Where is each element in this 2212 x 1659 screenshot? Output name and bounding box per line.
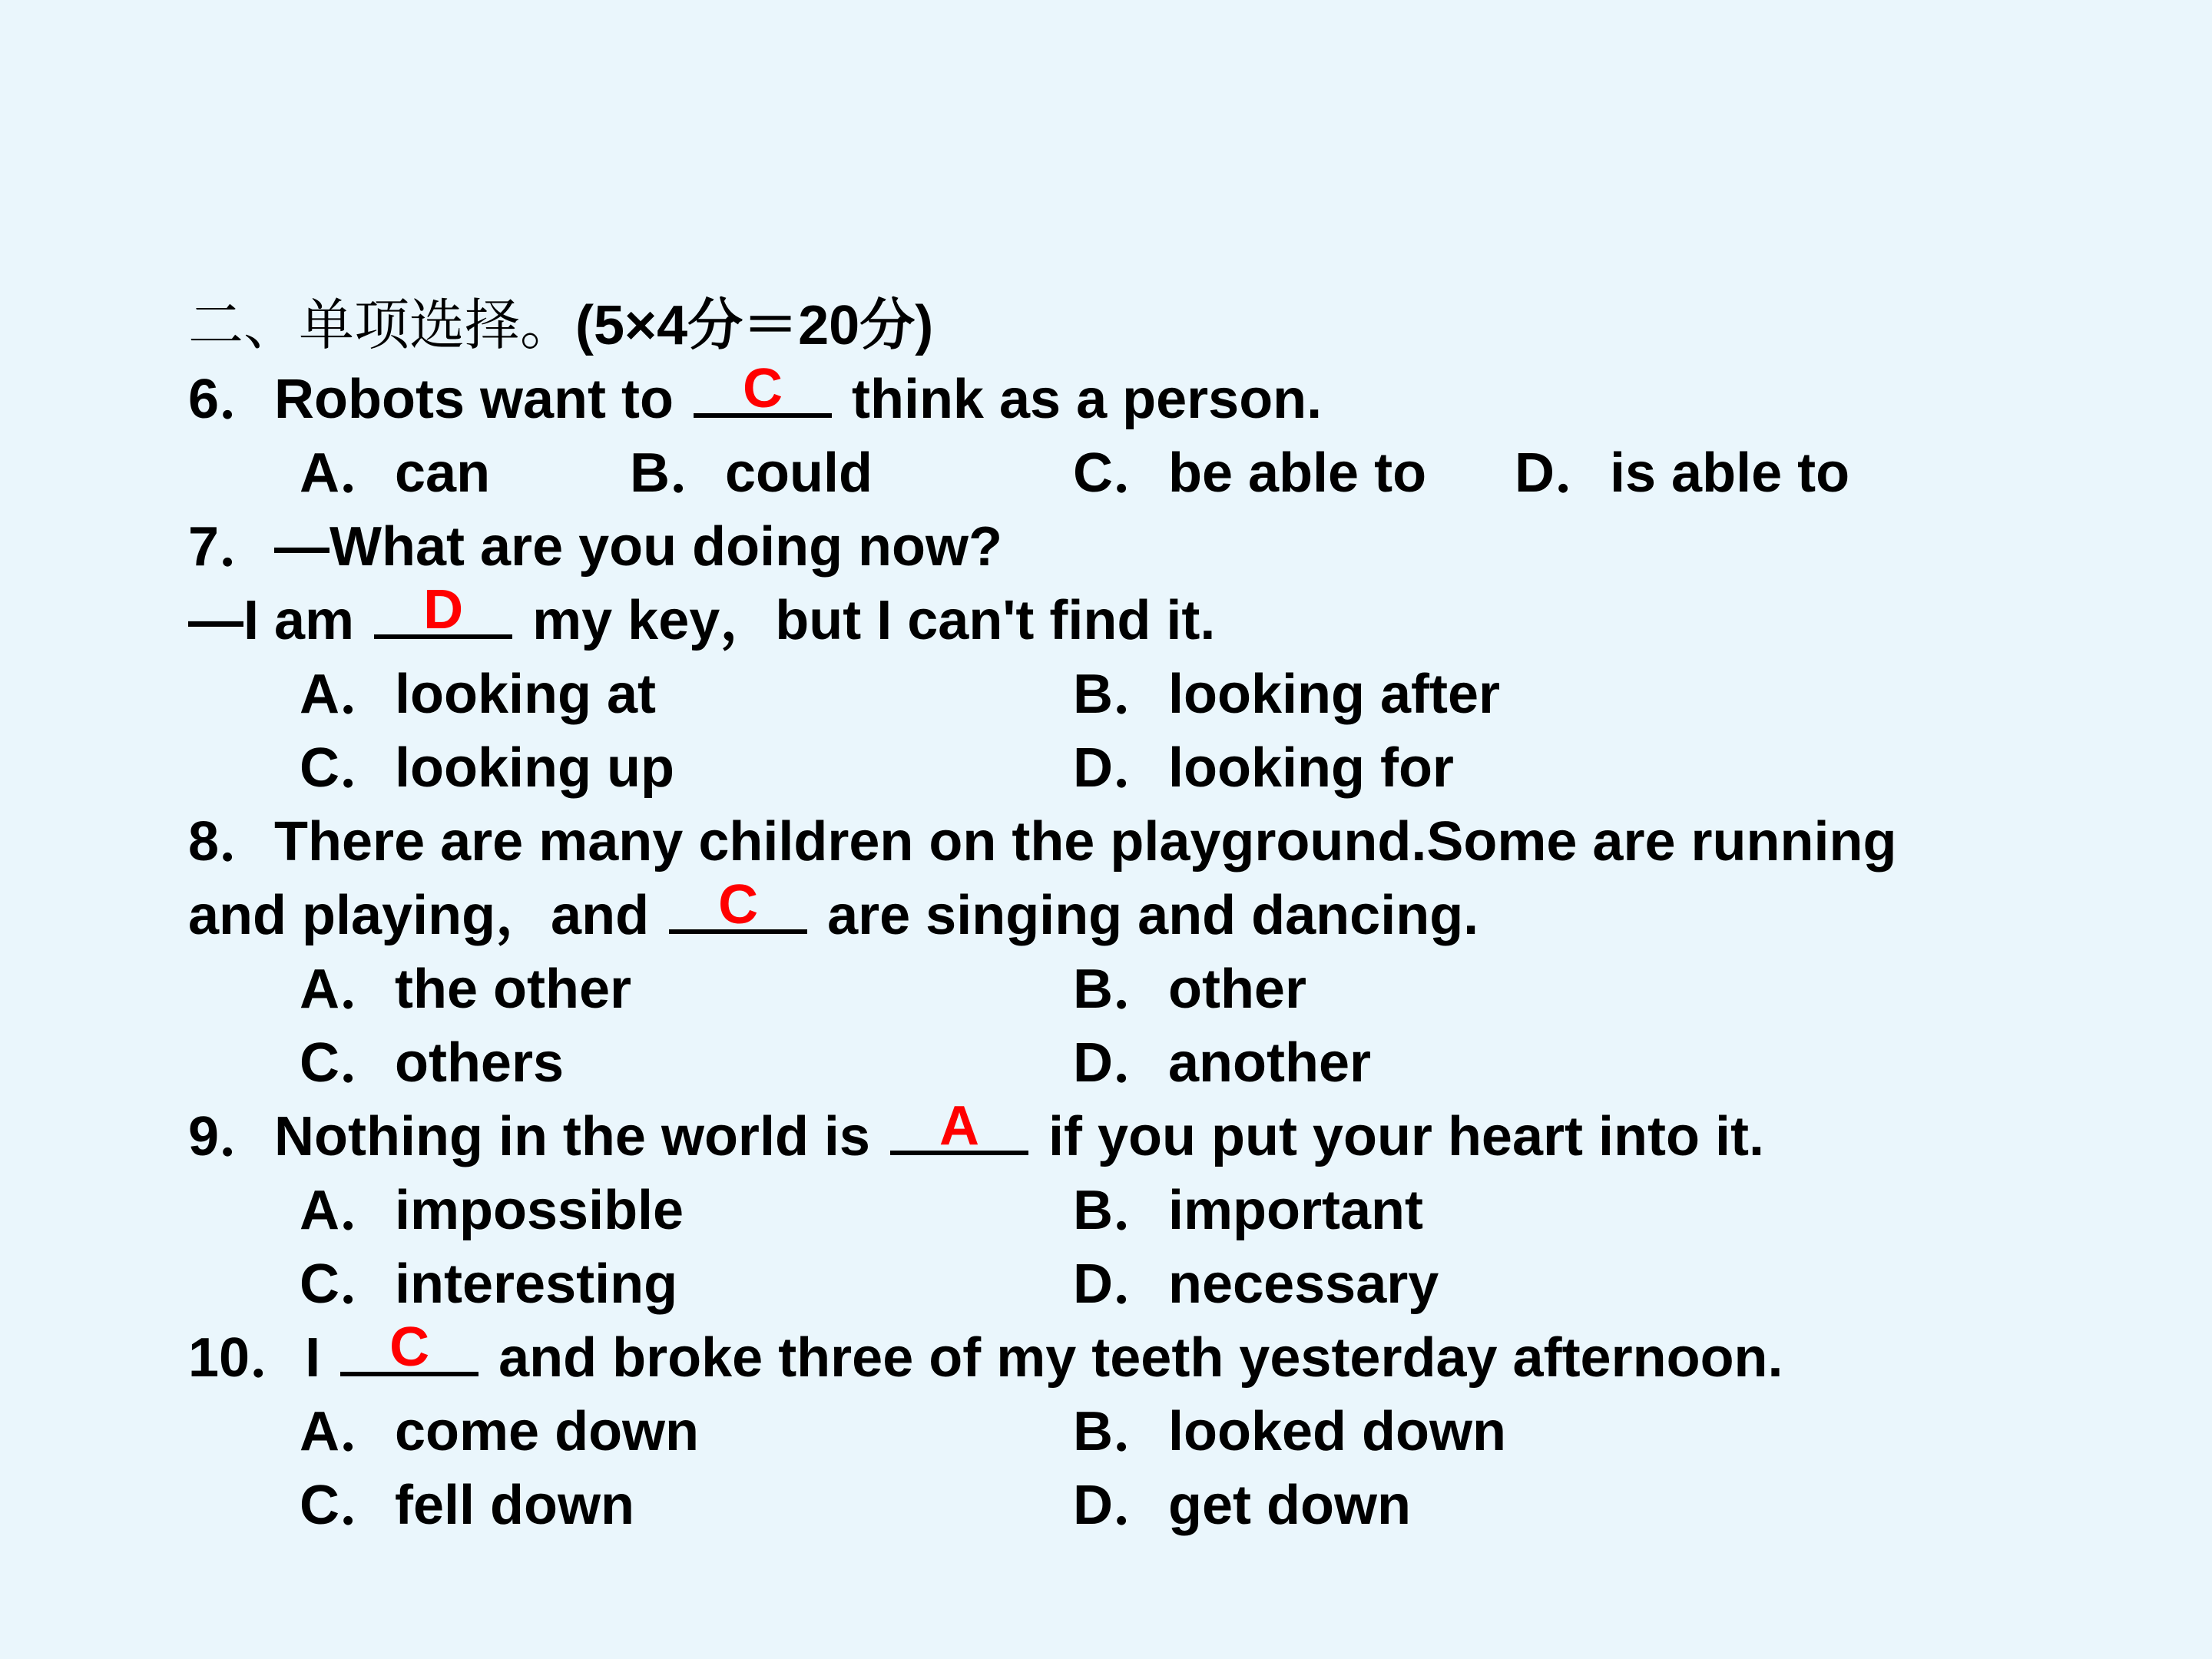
question-10-answer: C	[389, 1316, 430, 1378]
question-7-stem	[188, 579, 1216, 657]
question-9-stem-after: if you put your heart into it.	[1032, 1106, 1764, 1167]
question-9-option-b: B．important	[1073, 1180, 1423, 1241]
question-7-options-row2	[0, 731, 2212, 805]
question-10-option-a: A．come down	[300, 1401, 700, 1462]
question-7-stem-after: my key，but I can't find it.	[517, 590, 1216, 651]
question-8-answer: C	[718, 874, 759, 935]
question-10-stem	[188, 1316, 1783, 1395]
question-9-options-row1	[0, 1174, 2212, 1247]
section-heading-score: (5×4分＝20分)	[575, 295, 934, 356]
question-6-stem-after: think as a person.	[836, 369, 1323, 430]
question-8-stem-before: and playing，and	[188, 885, 665, 946]
question-7-blank	[374, 579, 512, 641]
question-8-option-b: B．other	[1073, 959, 1306, 1020]
question-8-stem-line1: 8．There are many children on the playground.Some are running	[188, 811, 1897, 873]
question-6-option-d: D．is able to	[1515, 442, 1850, 504]
question-9-options-row2	[0, 1247, 2212, 1321]
question-10-option-d: D．get down	[1073, 1475, 1411, 1536]
question-9-stem	[188, 1095, 1764, 1174]
question-7-option-d: D．looking for	[1073, 737, 1454, 799]
question-10-options-row1	[0, 1395, 2212, 1469]
question-9-blank	[890, 1095, 1028, 1157]
question-9-answer: A	[939, 1095, 979, 1157]
question-8-options-row1	[0, 952, 2212, 1026]
question-7-stem-before: —I am	[188, 590, 370, 651]
question-9-stem-before: 9．Nothing in the world is	[188, 1106, 886, 1167]
question-6-stem	[188, 358, 1323, 436]
section-heading-title: 二、单项选择。	[188, 293, 576, 357]
question-7-stem-line1: 7．—What are you doing now?	[188, 516, 1002, 578]
question-8-option-a: A．the other	[300, 959, 632, 1020]
question-10-stem-after: and broke three of my teeth yesterday afternoon.	[483, 1327, 1783, 1389]
question-7-option-b: B．looking after	[1073, 664, 1501, 725]
section-heading	[188, 288, 933, 362]
question-8-stem	[188, 874, 1479, 952]
question-6-option-a: A．can	[300, 442, 491, 504]
question-10-option-b: B．looked down	[1073, 1401, 1506, 1462]
question-10-option-c: C．fell down	[300, 1475, 634, 1536]
question-9-option-d: D．necessary	[1073, 1253, 1439, 1315]
question-7-option-c: C．looking up	[300, 737, 674, 799]
question-8-options-row2	[0, 1026, 2212, 1100]
question-6-option-b: B．could	[630, 442, 873, 504]
question-6-blank	[694, 358, 832, 419]
question-7-options-row1	[0, 657, 2212, 731]
question-10-options-row2	[0, 1469, 2212, 1542]
question-9-option-c: C．interesting	[300, 1253, 678, 1315]
question-7-answer: D	[423, 579, 464, 641]
question-8-option-c: C．others	[300, 1032, 565, 1094]
question-8-option-d: D．another	[1073, 1032, 1372, 1094]
question-6-options	[0, 436, 2212, 510]
question-6-stem-before: 6．Robots want to	[188, 369, 689, 430]
question-7-option-a: A．looking at	[300, 664, 656, 725]
question-10-stem-before: 10．I	[188, 1327, 336, 1389]
question-10-blank	[340, 1316, 478, 1378]
question-8-stem-after: are singing and dancing.	[812, 885, 1479, 946]
question-6-answer: C	[742, 358, 783, 419]
question-9-option-a: A．impossible	[300, 1180, 684, 1241]
question-6-option-c: C．be able to	[1073, 442, 1427, 504]
question-8-blank	[669, 874, 807, 935]
